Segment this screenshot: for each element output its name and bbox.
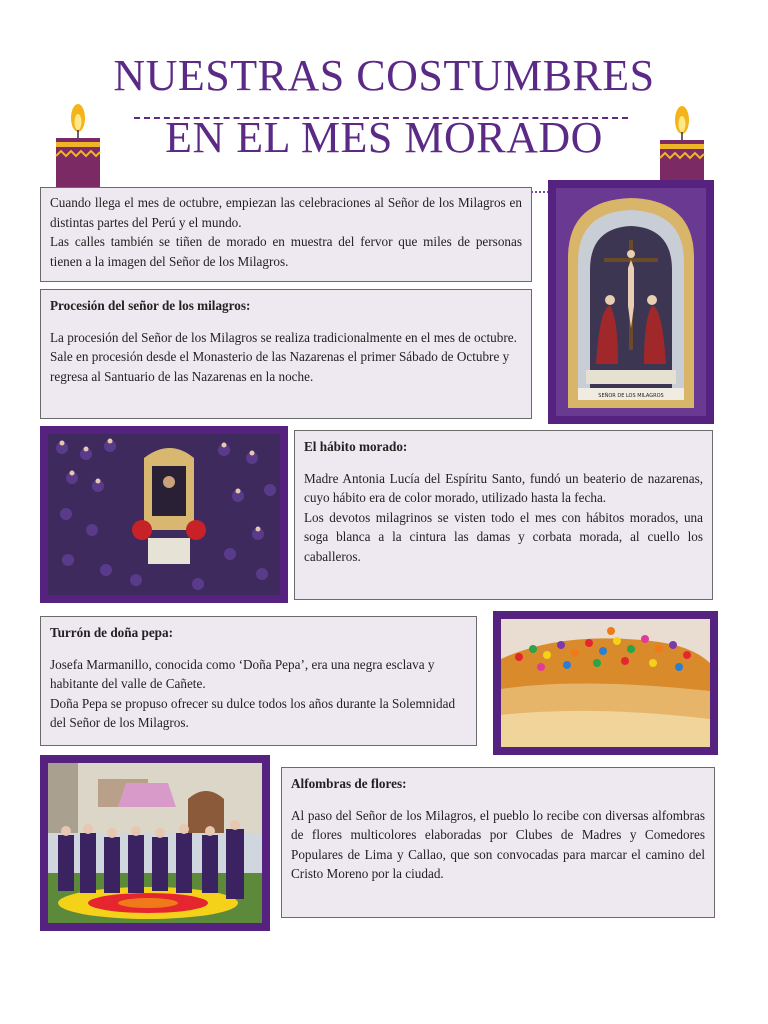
- habito-box: [294, 430, 713, 600]
- turron-dona-pepa-photo: [493, 611, 718, 755]
- turron-paragraph-2: Doña Pepa se propuso ofrecer su dulce todos los años durante la Solemnidad del Señor de los Milagros.: [50, 695, 456, 731]
- page-title-line-1: NUESTRAS COSTUMBRES: [113, 51, 655, 100]
- turron-heading: Turrón de doña pepa:: [50, 625, 173, 640]
- intro-box: [40, 187, 532, 282]
- procesion-body: La procesión del Señor de los Milagros se realiza tradicionalmente en el mes de octubre. Sale en procesión desde el Monasterio de las Nazarenas el primer Sábado de Octubre y regresa al Santuario de las Nazarenas en la noche.: [50, 329, 517, 384]
- alfombras-box: [281, 767, 715, 918]
- alfombras-body: Al paso del Señor de los Milagros, el pueblo lo recibe con diversas alfombras de flores multicolores elaboradas por Clubes de Madres y Comedores Populares de Lima y Callao, que son convocadas para marcar el camino del Cristo Moreno por la ciudad.: [291, 807, 705, 882]
- procession-crowd-photo: [40, 426, 288, 603]
- intro-paragraph-2: Las calles también se tiñen de morado en muestra del fervor que miles de personas tienen a la imagen del Señor de los Milagros.: [50, 234, 522, 269]
- senor-de-los-milagros-painting: [548, 180, 714, 424]
- procesion-box: [40, 289, 532, 419]
- turron-paragraph-1: Josefa Marmanillo, conocida como ‘Doña Pepa’, era una negra esclava y habitante del valle de Cañete.: [50, 656, 435, 692]
- habito-paragraph-2: Los devotos milagrinos se visten todo el mes con hábitos morados, una soga blanca a la cintura las damas y corbata morada, al cuello los caballeros.: [304, 509, 703, 564]
- alfombras-heading: Alfombras de flores:: [291, 776, 407, 791]
- intro-paragraph-1: Cuando llega el mes de octubre, empiezan las celebraciones al Señor de los Milagros en distintas partes del Perú y el mundo.: [50, 195, 522, 230]
- page-title-line-2: EN EL MES MORADO: [165, 113, 603, 162]
- habito-heading: El hábito morado:: [304, 439, 408, 454]
- habito-paragraph-1: Madre Antonia Lucía del Espíritu Santo, fundó un beaterio de nazarenas, cuyo hábito era de color morado, utilizado hasta la fecha.: [304, 470, 703, 506]
- painting-caption: SEÑOR DE LOS MILAGROS: [598, 393, 664, 399]
- procesion-heading: Procesión del señor de los milagros:: [50, 298, 251, 313]
- turron-box: [40, 616, 477, 746]
- alfombras-de-flores-photo: [40, 755, 270, 931]
